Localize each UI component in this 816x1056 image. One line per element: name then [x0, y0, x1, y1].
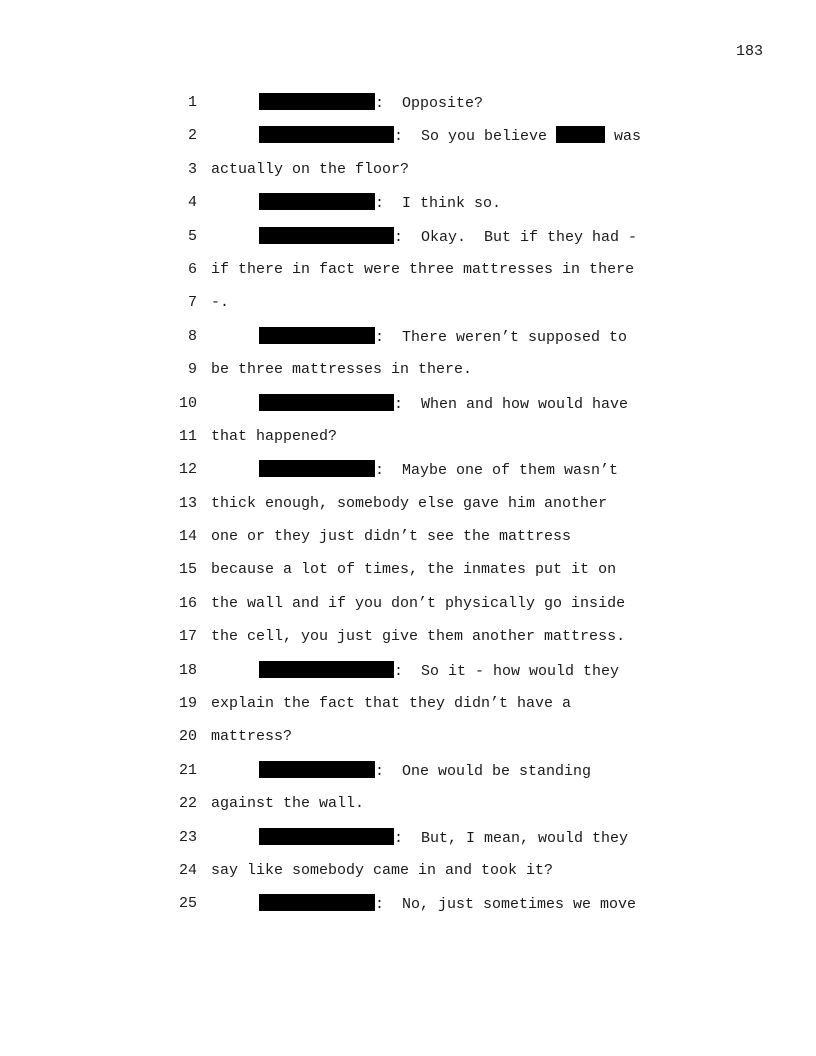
line-number: 25: [178, 895, 197, 913]
line-number: 20: [178, 728, 197, 746]
line-text-after-redaction: was: [605, 128, 642, 146]
line-number: 14: [178, 528, 197, 546]
transcript-line: [0, 627, 816, 660]
line-number: 3: [187, 160, 197, 178]
line-text: : When and how would have: [394, 395, 629, 413]
line-text: : Okay. But if they had -: [394, 228, 638, 246]
line-number: 10: [178, 394, 197, 412]
continuation-line: [211, 861, 553, 881]
transcript-line: [0, 360, 816, 393]
line-text: : So it - how would they: [394, 662, 620, 680]
line-number: 2: [187, 127, 197, 145]
continuation-line: [211, 727, 292, 747]
transcript-line: [0, 560, 816, 593]
line-number: 6: [187, 260, 197, 278]
speaker-line: [259, 460, 618, 481]
speaker-line: [259, 227, 637, 248]
transcript-line: [0, 193, 816, 226]
line-text: thick enough, somebody else gave him another: [211, 494, 608, 512]
speaker-name-redaction: [259, 327, 375, 344]
speaker-name-redaction: [259, 828, 394, 845]
continuation-line: [211, 494, 607, 514]
continuation-line: [211, 794, 364, 814]
speaker-line: [259, 894, 636, 915]
transcript-line: [0, 494, 816, 527]
speaker-line: [259, 193, 501, 214]
transcript-line: [0, 293, 816, 326]
speaker-line: [259, 828, 628, 849]
line-text: : One would be standing: [375, 762, 592, 780]
line-text: mattress?: [211, 728, 293, 746]
transcript-line: [0, 327, 816, 360]
speaker-name-redaction: [259, 394, 394, 411]
speaker-line: [259, 761, 591, 782]
line-number: 8: [187, 327, 197, 345]
speaker-line: [259, 126, 641, 147]
line-number: 11: [178, 427, 197, 445]
continuation-line: [211, 627, 625, 647]
continuation-line: [211, 427, 337, 447]
continuation-line: [211, 594, 625, 614]
line-number: 12: [178, 461, 197, 479]
line-text: because a lot of times, the inmates put it on: [211, 561, 617, 579]
line-number: 19: [178, 695, 197, 713]
transcript-line: [0, 828, 816, 861]
line-number: 13: [178, 494, 197, 512]
speaker-name-redaction: [259, 761, 375, 778]
transcript-line: [0, 126, 816, 159]
line-text: actually on the floor?: [211, 160, 410, 178]
line-text: be three mattresses in there.: [211, 361, 473, 379]
speaker-name-redaction: [259, 93, 375, 110]
transcript-line: [0, 894, 816, 927]
line-number: 17: [178, 628, 197, 646]
transcript-line: [0, 794, 816, 827]
line-number: 16: [178, 594, 197, 612]
transcript-line: [0, 227, 816, 260]
speaker-name-redaction: [259, 460, 375, 477]
speaker-name-redaction: [259, 126, 394, 143]
line-text: explain the fact that they didn’t have a: [211, 695, 572, 713]
continuation-line: [211, 160, 409, 180]
speaker-line: [259, 394, 628, 415]
transcript-line: [0, 394, 816, 427]
continuation-line: [211, 293, 229, 313]
transcript-line: [0, 761, 816, 794]
line-number: 9: [187, 361, 197, 379]
transcript-body: [0, 93, 816, 928]
speaker-name-redaction: [259, 193, 375, 210]
line-number: 22: [178, 795, 197, 813]
speaker-name-redaction: [259, 227, 394, 244]
continuation-line: [211, 560, 616, 580]
line-text: the wall and if you don’t physically go inside: [211, 594, 626, 612]
line-number: 7: [187, 294, 197, 312]
continuation-line: [211, 360, 472, 380]
continuation-line: [211, 260, 634, 280]
page-number: 183: [735, 43, 763, 60]
line-text: if there in fact were three mattresses in there: [211, 260, 635, 278]
line-text: : Maybe one of them wasn’t: [375, 462, 619, 480]
line-text: say like somebody came in and took it?: [211, 861, 554, 879]
speaker-name-redaction: [259, 894, 375, 911]
speaker-line: [259, 661, 619, 682]
line-text: one or they just didn’t see the mattress: [211, 528, 572, 546]
line-number: 5: [187, 227, 197, 245]
transcript-line: [0, 460, 816, 493]
line-text: against the wall.: [211, 795, 365, 813]
line-number: 23: [178, 828, 197, 846]
line-number: 21: [178, 761, 197, 779]
line-text: the cell, you just give them another mattress.: [211, 628, 626, 646]
transcript-line: [0, 594, 816, 627]
speaker-name-redaction: [259, 661, 394, 678]
transcript-line: [0, 661, 816, 694]
transcript-line: [0, 527, 816, 560]
transcript-line: [0, 694, 816, 727]
continuation-line: [211, 694, 571, 714]
line-text: that happened?: [211, 427, 338, 445]
transcript-line: [0, 727, 816, 760]
line-text: : Opposite?: [375, 95, 484, 112]
line-number: 18: [178, 661, 197, 679]
line-text: : So you believe: [394, 128, 557, 146]
continuation-line: [211, 527, 571, 547]
inline-name-redaction: [556, 126, 605, 143]
line-text: : But, I mean, would they: [394, 829, 629, 847]
transcript-line: [0, 260, 816, 293]
line-text: : There weren’t supposed to: [375, 328, 628, 346]
line-number: 24: [178, 861, 197, 879]
speaker-line: [259, 93, 483, 114]
line-number: 1: [187, 94, 197, 111]
line-number: 15: [178, 561, 197, 579]
line-text: : No, just sometimes we move: [375, 896, 637, 914]
transcript-line: [0, 93, 816, 126]
transcript-line: [0, 861, 816, 894]
line-text: : I think so.: [375, 195, 502, 213]
speaker-line: [259, 327, 627, 348]
line-number: 4: [187, 194, 197, 212]
line-text: -.: [211, 294, 230, 312]
transcript-line: [0, 160, 816, 193]
transcript-line: [0, 427, 816, 460]
